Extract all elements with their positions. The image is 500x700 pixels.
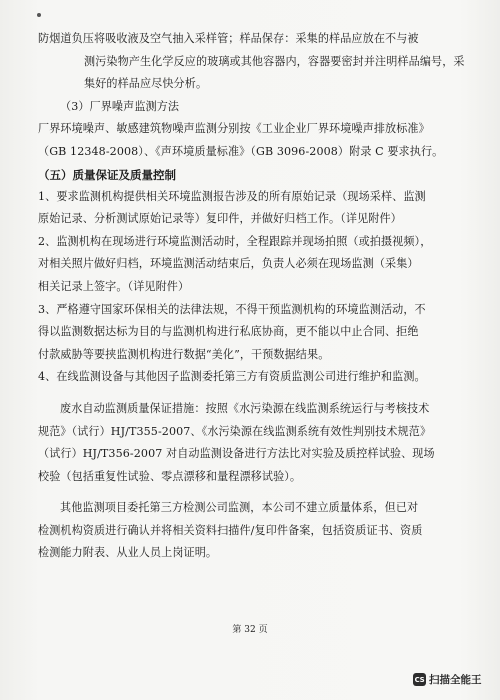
section-title: （五）质量保证及质量控制 — [38, 167, 176, 182]
text-line: 其他监测项目委托第三方检测公司监测，本公司不建立质量体系，但已对 — [60, 501, 419, 515]
text-line: 废水自动监测质量保证措施：按照《水污染源在线监测系统运行与考核技术 — [60, 401, 430, 415]
text-line: 对相关照片做好归档，环境监测活动结束后，负责人必须在现场监测（采集） — [38, 257, 419, 271]
text-line: 原始记录、分析测试原始记录等）复印件，并做好归档工作。（详见附件） — [38, 212, 402, 226]
text-line: 检测机构资质进行确认并将相关资料扫描件/复印件备案，包括资质证书、资质 — [38, 523, 423, 537]
text-line: 厂界环境噪声、敏感建筑物噪声监测分别按《工业企业厂界环境噪声排放标准》 — [38, 122, 430, 136]
text-line: （试行）HJ/T356-2007 对自动监测设备进行方法比对实验及质控样试验、现场 — [38, 447, 435, 461]
text-line: 1、要求监测机构提供相关环境监测报告涉及的所有原始记录（现场采样、监测 — [38, 189, 426, 203]
text-line: 3、严格遵守国家环保相关的法律法规，不得干预监测机构的环境监测活动，不 — [38, 302, 426, 316]
document-body — [38, 28, 468, 565]
text-line: 校验（包括重复性试验、零点漂移和量程漂移试验）。 — [38, 469, 302, 483]
watermark-app-name: 扫描全能王 — [429, 674, 482, 686]
page-number: 第 32 页 — [232, 625, 268, 635]
text-line: 测污染物产生化学反应的玻璃或其他容器内，容器要密封并注明样品编号，采 — [84, 54, 465, 68]
scan-speck — [37, 13, 41, 17]
text-line: 4、在线监测设备与其他因子监测委托第三方有资质监测公司进行维护和监测。 — [38, 370, 426, 384]
text-line: 防烟道负压将吸收液及空气抽入采样管；样品保存：采集的样品应放在不与被 — [38, 32, 419, 45]
subheading: （3）厂界噪声监测方法 — [60, 99, 180, 113]
text-line: （GB 12348-2008）、《声环境质量标准》（GB 3096-2008）附录 C 要求执行。 — [38, 144, 444, 158]
text-line: 付款威胁等要挟监测机构进行数据“美化”，干预数据结果。 — [38, 347, 330, 361]
text-line: 得以监测数据达标为目的与监测机构进行私底协商，更不能以中止合同、拒绝 — [38, 325, 419, 339]
text-line: 2、监测机构在现场进行环境监测活动时，全程跟踪并现场拍照（或拍摄视频）， — [38, 234, 432, 248]
text-line: 集好的样品应尽快分析。 — [84, 77, 208, 91]
text-line: 规范》（试行）HJ/T355-2007、《水污染源在线监测系统有效性判别技术规范》 — [38, 424, 432, 438]
text-line: 检测能力附表、从业人员上岗证明。 — [38, 546, 218, 560]
scanner-watermark — [413, 672, 482, 687]
camscanner-logo-icon: CS — [413, 673, 426, 686]
text-line: 相关记录上签字。（详见附件） — [38, 279, 190, 293]
